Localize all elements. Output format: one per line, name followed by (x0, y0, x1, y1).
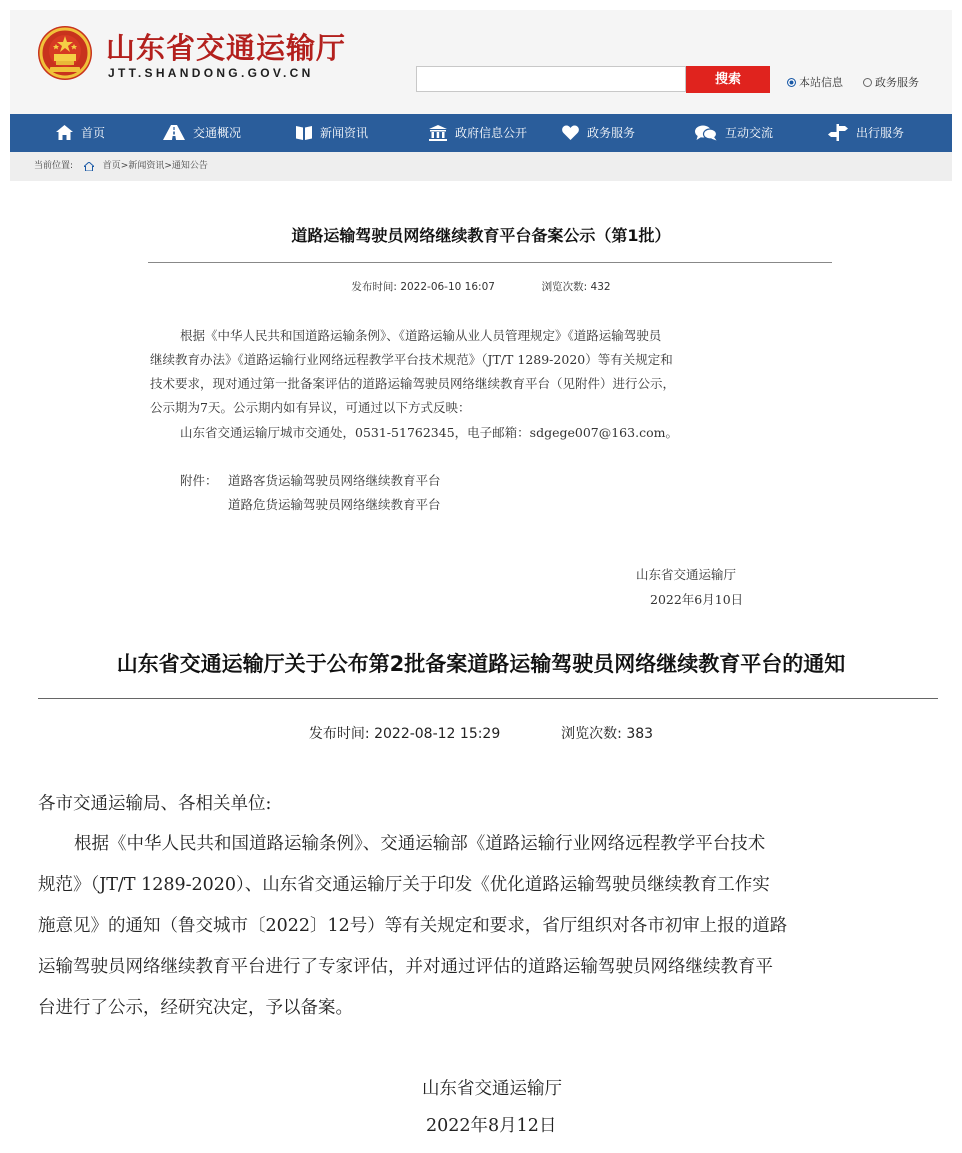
article-2-date: 2022年8月12日 (426, 1116, 557, 1136)
article-2-meta (0, 723, 962, 743)
article-2-paragraph-line: 施意见》的通知（鲁交城市〔2022〕12号）等有关规定和要求，省厅组织对各市初审上报的道路 (38, 916, 788, 936)
nav-item-transport-overview[interactable] (163, 114, 241, 152)
publish-label: 发布时间: (351, 281, 397, 293)
main-nav (10, 114, 952, 152)
article-2-paragraph-line: 运输驾驶员网络继续教育平台进行了专家评估，并对通过评估的道路运输驾驶员网络继续教育平 (38, 957, 773, 977)
article-2-signature: 山东省交通运输厅 (422, 1079, 562, 1099)
views-count: 432 (590, 281, 611, 293)
signpost-icon (828, 124, 848, 141)
scope-label: 政务服务 (875, 76, 919, 89)
attachment-link[interactable]: 道路客货运输驾驶员网络继续教育平台 (228, 473, 441, 488)
breadcrumb-label: 当前位置: (34, 161, 74, 171)
nav-label: 政府信息公开 (455, 126, 528, 140)
nav-item-gov-info[interactable] (429, 114, 527, 152)
search-button[interactable]: 搜索 (686, 66, 770, 93)
publish-time: 2022-08-12 15:29 (374, 726, 501, 742)
search-input[interactable] (416, 66, 686, 92)
building-icon (429, 125, 447, 141)
breadcrumb-path[interactable]: 首页>新闻资讯>通知公告 (102, 161, 208, 171)
article-2-divider (38, 698, 938, 699)
site-title[interactable]: 山东省交通运输厅 (106, 31, 347, 65)
article-2-paragraph-line: 根据《中华人民共和国道路运输条例》、交通运输部《道路运输行业网络远程教学平台技术 (74, 834, 766, 854)
site-header (10, 10, 952, 114)
national-emblem-icon (36, 24, 94, 82)
publish-label: 发布时间: (308, 726, 370, 742)
article-1-meta (0, 279, 962, 294)
views-label: 浏览次数: (541, 281, 588, 293)
article-1-paragraph-line: 技术要求，现对通过第一批备案评估的道路运输驾驶员网络继续教育平台（见附件）进行公示， (150, 376, 676, 391)
article-1-date: 2022年6月10日 (650, 592, 744, 607)
nav-item-news[interactable] (296, 114, 368, 152)
article-1-paragraph-line: 根据《中华人民共和国道路运输条例》、《道路运输从业人员管理规定》《道路运输驾驶员 (180, 328, 662, 343)
views-label: 浏览次数: (561, 726, 622, 742)
radio-selected-icon[interactable] (787, 78, 796, 87)
news-icon (296, 125, 312, 140)
nav-item-services[interactable] (562, 114, 635, 152)
article-1-paragraph-line: 继续教育办法》《道路运输行业网络远程教学平台技术规范》（JT/T 1289-2020）等有关规定和 (150, 352, 673, 367)
breadcrumb (10, 152, 952, 181)
home-icon (56, 125, 73, 140)
article-2-paragraph-line: 规范》（JT/T 1289-2020）、山东省交通运输厅关于印发《优化道路运输驾驶员继续教育工作实 (38, 875, 770, 895)
article-1-paragraph-line: 公示期为7天。公示期内如有异议，可通过以下方式反映： (150, 400, 471, 415)
nav-item-travel[interactable] (828, 114, 904, 152)
publish-time: 2022-06-10 16:07 (400, 281, 495, 293)
radio-unselected-icon[interactable] (863, 78, 872, 87)
nav-label: 首页 (81, 126, 106, 140)
nav-label: 政务服务 (587, 126, 636, 140)
scope-option-site[interactable] (787, 74, 843, 90)
scope-option-government[interactable] (863, 74, 919, 90)
home-icon (84, 162, 94, 171)
nav-item-interaction[interactable] (695, 114, 773, 152)
scope-label: 本站信息 (799, 76, 843, 89)
chat-icon (695, 125, 717, 141)
nav-label: 新闻资讯 (320, 126, 369, 140)
nav-item-home[interactable] (56, 114, 105, 152)
article-2-salutation: 各市交通运输局、各相关单位: (38, 794, 272, 814)
views-count: 383 (626, 726, 654, 742)
article-1-title: 道路运输驾驶员网络继续教育平台备案公示（第1批） (291, 226, 671, 245)
attachment-label: 附件： (180, 473, 218, 488)
heart-icon (562, 125, 579, 140)
article-1-divider (148, 262, 832, 263)
attachment-link[interactable]: 道路危货运输驾驶员网络继续教育平台 (228, 497, 441, 512)
road-icon (163, 125, 185, 140)
article-1-contact-line: 山东省交通运输厅城市交通处，0531-51762345，电子邮箱：sdgege007@163.com。 (180, 425, 678, 440)
article-2-paragraph-line: 台进行了公示，经研究决定，予以备案。 (38, 998, 353, 1018)
nav-label: 出行服务 (856, 126, 905, 140)
site-domain: JTT.SHANDONG.GOV.CN (108, 66, 314, 80)
nav-label: 互动交流 (725, 126, 774, 140)
article-2-title: 山东省交通运输厅关于公布第2批备案道路运输驾驶员网络继续教育平台的通知 (116, 652, 846, 676)
nav-label: 交通概况 (193, 126, 242, 140)
article-1-signature: 山东省交通运输厅 (636, 567, 737, 582)
